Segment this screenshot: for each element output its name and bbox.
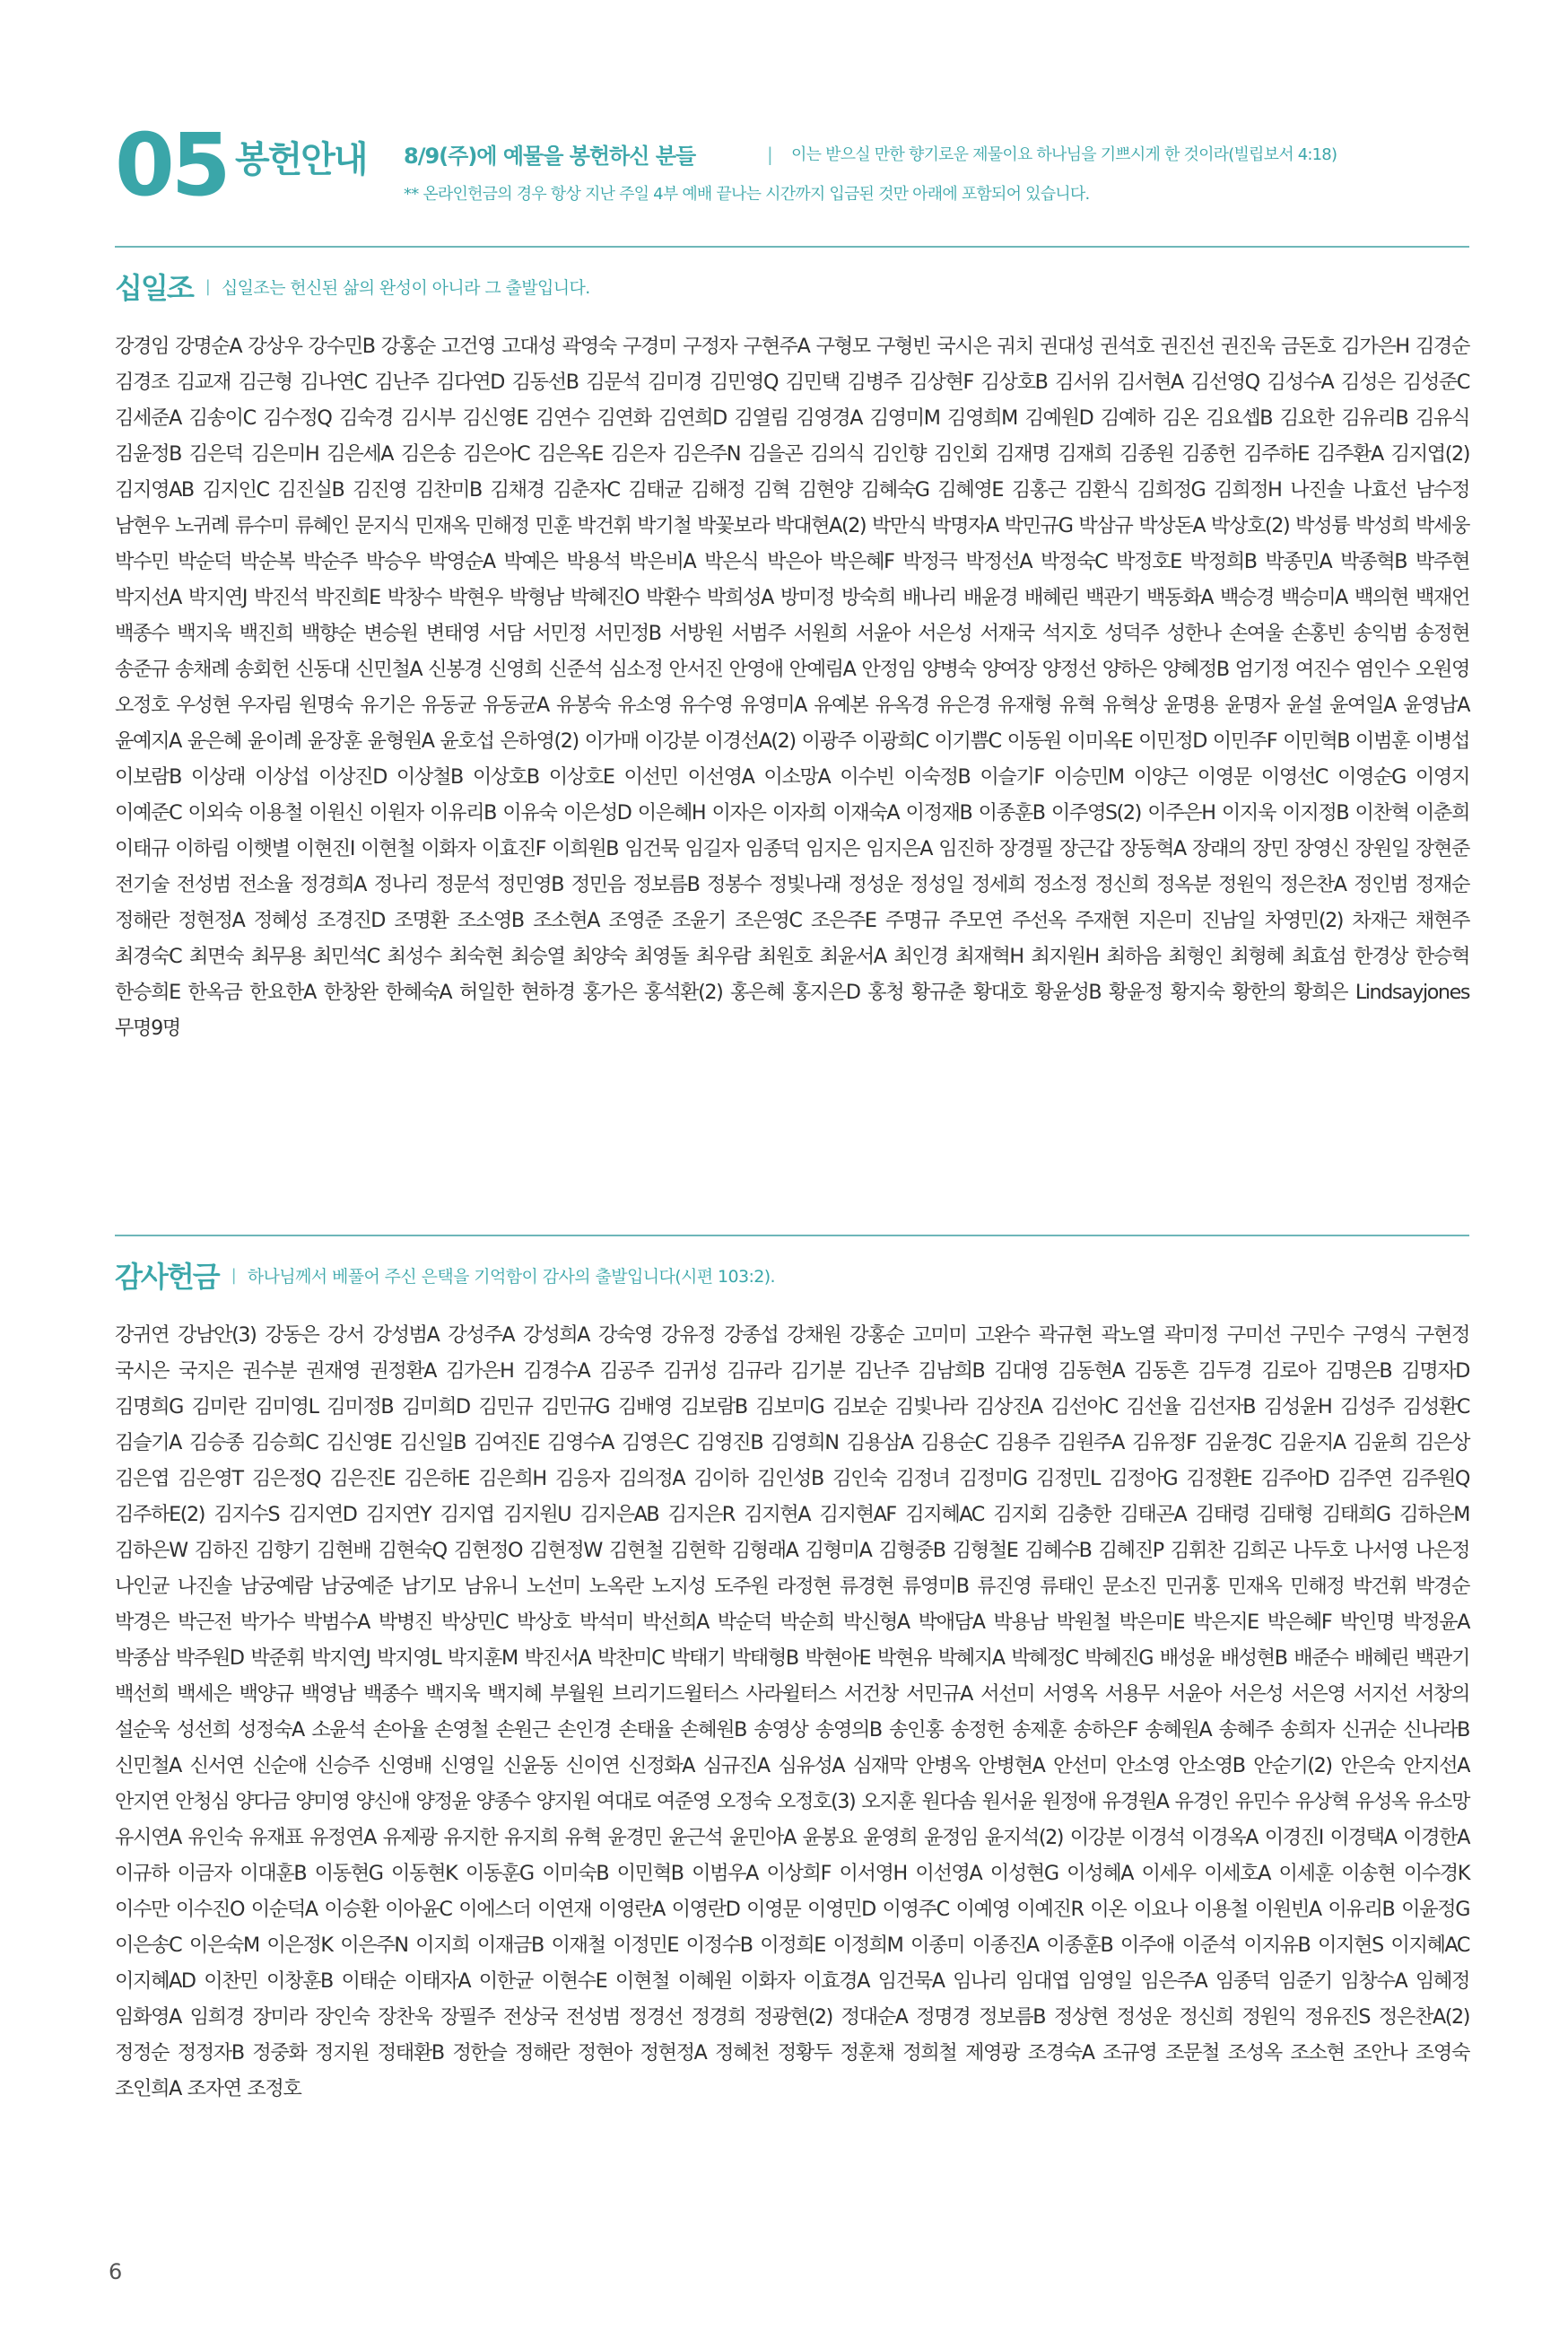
header-separator: | <box>767 144 773 165</box>
tithe-heading <box>115 266 1469 314</box>
thanks-description: 하나님께서 베풀어 주신 은택을 기억함이 감사의 출발입니다(시편 103:2). <box>247 1266 775 1287</box>
section-subtitle: 8/9(주)에 예물을 봉헌하신 분들 <box>404 144 696 169</box>
section-title: 봉헌안내 <box>235 139 367 180</box>
tithe-description: 십일조는 헌신된 삶의 완성이 아니라 그 출발입니다. <box>221 277 590 298</box>
header-verse: 이는 받으실 만한 향기로운 제물이요 하나님을 기쁘시게 한 것이라(빌립보서 4:18) <box>791 145 1337 164</box>
page-number: 6 <box>109 2259 123 2284</box>
divider-middle <box>115 1235 1469 1236</box>
thanks-name-list: 강귀연 강남안(3) 강동은 강서 강성범A 강성주A 강성희A 강숙영 강유정 강종섭 강채원 강홍순 고미미 고완수 곽규현 곽노열 곽미정 구미선 구민수 구영식 구현정 국시은 국지은 권수분 권재영 권정환A 김가은H 김경수A 김공주 김귀성 김규라 김기분 김난주 김남희B 김대영 김동현A 김동흔 김두경 김로아 김명은B 김명자D 김명희G 김미란 김미영L 김미정B 김미희D 김민규 김민규G 김배영 김보람B 김보미G 김보순 김빛나라 김상진A 김선아C 김선율 김선자B 김성윤H 김성주 김성환C 김슬기A 김승종 김승희C 김신영E 김신일B 김여진E 김영수A 김영은C 김영진B 김영희N 김용삼A 김용순C 김용주 김원주A 김유정F 김윤경C 김윤지A 김윤희 김은상 김은엽 김은영T 김은정Q 김은진E 김은하E 김은희H 김응자 김의정A 김이하 김인성B 김인숙 김정녀 김정미G 김정민L 김정아G 김정환E 김주아D 김주연 김주원Q 김주하E(2) 김지수S 김지연D 김지연Y 김지엽 김지원U 김지은AB 김지은R 김지현A 김지현AF 김지혜AC 김지회 김충한 김태곤A 김태령 김태형 김태희G 김하은M 김하은W 김하진 김향기 김현배 김현숙Q 김현정O 김현정W 김현철 김현학 김형래A 김형미A 김형중B 김형철E 김혜수B 김혜진P 김휘찬 김희곤 나두호 나서영 나은정 나인균 나진솔 남궁예람 남궁예준 남기모 남유니 노선미 노옥란 노지성 도주원 라정현 류경현 류영미B 류진영 류태인 문소진 민귀홍 민재옥 민해정 박건휘 박경순 박경은 박근전 박가수 박범수A 박병진 박상민C 박상호 박석미 박선희A 박순덕 박순희 박신형A 박애담A 박용남 박원철 박은미E 박은지E 박은혜F 박인명 박정윤A 박종삼 박주원D 박준휘 박지연J 박지영L 박지훈M 박진서A 박찬미C 박태기 박태형B 박현아E 박현유 박혜지A 박혜정C 박혜진G 배성윤 배성현B 배준수 배혜린 백관기 백선희 백세은 백양규 백영남 백종수 백지욱 백지혜 부월원 브리기드윌터스 사라윌터스 서건창 서민규A 서선미 서영옥 서용무 서윤아 서은성 서은영 서지선 서창의 설순욱 성선희 성정숙A 소윤석 손아율 손영철 손원근 손인경 손태율 손혜원B 송영상 송영의B 송인홍 송정헌 송제훈 송하은F 송혜원A 송혜주 송희자 신귀순 신나라B 신민철A 신서연 신순애 신승주 신영배 신영일 신윤동 신이연 신정화A 심규진A 심유성A 심재막 안병옥 안병현A 안선미 안소영 안소영B 안순기(2) 안은숙 안지선A 안지연 안청심 양다금 양미영 양신애 양정윤 양종수 양지원 여대로 여준영 오정숙 오정호(3) 오지훈 원다솜 원서윤 원정애 유경원A 유경인 유민수 유상혁 유성옥 유소망 유시연A 유인숙 유재표 유정연A 유제광 유지한 유지희 유혁 윤경민 윤근석 윤민아A 윤봉요 윤영희 윤정임 윤지석(2) 이강분 이경석 이경옥A 이경진I 이경택A 이경한A 이규하 이금자 이대훈B 이동현G 이동현K 이동훈G 이미숙B 이민혁B 이범우A 이상희F 이서영H 이선영A 이성현G 이성혜A 이세우 이세호A 이세훈 이송현 이수경K 이수만 이수진O 이순덕A 이승환 이아윤C 이에스더 이연재 이영란A 이영란D 이영문 이영민D 이영주C 이예영 이예진R 이온 이요나 이용철 이원빈A 이유리B 이윤정G 이은송C 이은숙M 이은정K 이은주N 이지희 이재금B 이재철 이정민E 이정수B 이정희E 이정희M 이종미 이종진A 이종훈B 이주애 이준석 이지유B 이지현S 이지혜AC 이지혜AD 이찬민 이창훈B 이태순 이태자A 이한균 이현수E 이현철 이혜원 이화자 이효경A 임건묵A 임나리 임대엽 임영일 임은주A 임종덕 임준기 임창수A 임혜정 임화영A 임희경 장미라 장인숙 장찬욱 장필주 전상국 전성범 정경선 정경희 정광현(2) 정대순A 정명경 정보름B 정상현 정성운 정신희 정원익 정유진S 정은찬A(2) 정정순 정정자B 정중화 정지원 정태환B 정한슬 정해란 정현아 정현정A 정혜천 정황두 정훈채 정희철 제영광 조경숙A 조규영 조문철 조성옥 조소현 조안나 조영숙 조인희A 조자연 조정호 <box>115 1323 1470 2100</box>
thanks-title: 감사헌금 <box>115 1260 219 1294</box>
offering-header <box>115 115 1469 230</box>
tithe-separator: | <box>205 276 211 296</box>
thanks-separator: | <box>231 1265 237 1285</box>
tithe-name-list: 강경임 강명순A 강상우 강수민B 강홍순 고건영 고대성 곽영숙 구경미 구정자 구현주A 구형모 구형빈 국시은 궈치 권대성 권석호 권진선 권진욱 금돈호 김가은H 김경순 김경조 김교재 김근형 김나연C 김난주 김다연D 김동선B 김문석 김미경 김민영Q 김민택 김병주 김상현F 김상호B 김서위 김서현A 김선영Q 김성수A 김성은 김성준C 김세준A 김송이C 김수정Q 김숙경 김시부 김신영E 김연수 김연화 김연희D 김열림 김영경A 김영미M 김영희M 김예원D 김예하 김온 김요셉B 김요한 김유리B 김유식 김윤정B 김은덕 김은미H 김은세A 김은송 김은아C 김은옥E 김은자 김은주N 김을곤 김의식 김인향 김인회 김재명 김재희 김종원 김종헌 김주하E 김주환A 김지엽(2) 김지영AB 김지인C 김진실B 김진영 김찬미B 김채경 김춘자C 김태균 김해정 김혁 김현양 김혜숙G 김혜영E 김홍근 김환식 김희정G 김희정H 나진솔 나효선 남수정 남현우 노귀례 류수미 류혜인 문지식 민재옥 민해정 민훈 박건휘 박기철 박꽃보라 박대현A(2) 박만식 박명자A 박민규G 박삼규 박상돈A 박상호(2) 박성륭 박성희 박세웅 박수민 박순덕 박순복 박순주 박승우 박영순A 박예은 박용석 박은비A 박은식 박은아 박은혜F 박정극 박정선A 박정숙C 박정호E 박정희B 박종민A 박종혁B 박주현 박지선A 박지연J 박진석 박진희E 박창수 박현우 박형남 박혜진O 박환수 박희성A 방미정 방숙희 배나리 배윤경 배혜린 백관기 백동화A 백승경 백승미A 백의현 백재언 백종수 백지욱 백진희 백향순 변승원 변태영 서담 서민정 서민정B 서방원 서범주 서원희 서윤아 서은성 서재국 석지호 성덕주 성한나 손여울 손홍빈 송익범 송정현 송준규 송채례 송회헌 신동대 신민철A 신봉경 신영희 신준석 심소정 안서진 안영애 안예림A 안정임 양병숙 양여장 양정선 양하은 양혜정B 엄기정 여진수 염인수 오원영 오정호 우성현 우자림 원명숙 유기은 유동균 유동균A 유봉숙 유소영 유수영 유영미A 유예본 유옥경 유은경 유재형 유혁 유혁상 윤명용 윤명자 윤설 윤여일A 윤영남A 윤예지A 윤은혜 윤이례 윤장훈 윤형원A 윤호섭 은하영(2) 이가매 이강분 이경선A(2) 이광주 이광희C 이기쁨C 이동원 이미옥E 이민정D 이민주F 이민혁B 이범훈 이병섭 이보람B 이상래 이상섭 이상진D 이상철B 이상호B 이상호E 이선민 이선영A 이소망A 이수빈 이숙정B 이슬기F 이승민M 이양근 이영문 이영선C 이영순G 이영지 이예준C 이외숙 이용철 이원신 이원자 이유리B 이유숙 이은성D 이은혜H 이자은 이자희 이재숙A 이정재B 이종훈B 이주영S(2) 이주은H 이지욱 이지정B 이찬혁 이춘희 이태규 이하림 이햇별 이현진I 이현철 이화자 이효진F 이희원B 임건묵 임길자 임종덕 임지은 임지은A 임진하 장경필 장근갑 장동혁A 장래의 장민 장영신 장원일 장현준 전기술 전성범 전소율 정경희A 정나리 정문석 정민영B 정민음 정보름B 정봉수 정빛나래 정성운 정성일 정세희 정소정 정신희 정옥분 정원익 정은찬A 정인범 정재순 정해란 정현정A 정혜성 조경진D 조명환 조소영B 조소현A 조영준 조윤기 조은영C 조은주E 주명규 주모연 주선옥 주재현 지은미 진남일 차영민(2) 차재근 채현주 최경숙C 최면숙 최무용 최민석C 최성수 최숙현 최승열 최양숙 최영돌 최우람 최원호 최윤서A 최인경 최재혁H 최지원H 최하음 최형인 최형혜 최효섬 한경상 한승혁 한승희E 한옥금 한요한A 한창완 한혜숙A 허일한 현하경 홍가은 홍석환(2) 홍은혜 홍지은D 홍청 황규춘 황대호 황윤성B 황윤정 황지숙 황한의 황희은 Lindsayjones 무명9명 <box>115 335 1469 1040</box>
section-number: 05 <box>115 115 228 215</box>
tithe-section <box>115 266 1469 1046</box>
thanks-heading <box>115 1254 1469 1303</box>
tithe-title: 십일조 <box>115 271 193 305</box>
online-offering-note: ** 온라인헌금의 경우 항상 지난 주일 4부 예배 끝나는 시간까지 입금된 것만 아래에 포함되어 있습니다. <box>404 185 1090 204</box>
divider-top <box>115 246 1469 248</box>
thanks-section <box>115 1254 1469 2107</box>
